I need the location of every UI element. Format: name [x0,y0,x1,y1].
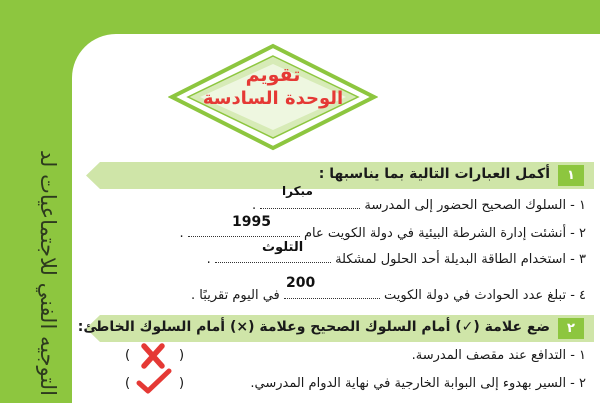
s2-item-2-open-paren: ( [125,376,131,391]
s2-item-1-text: ١ - التدافع عند مقصف المدرسة. [411,348,586,363]
s2-item-1-close-paren: ) [179,348,185,363]
title-evaluation: تقويم [245,64,301,86]
title-badge [168,42,378,152]
s1-item-4-answer: 200 [286,275,316,291]
s1-item-2-end: . [179,226,184,241]
check-mark-icon [136,368,172,394]
s1-item-2-text: ٢ - أنشئت إدارة الشرطة البيئية في دولة الكويت عام [303,226,586,241]
s1-item-1-text: ١ - السلوك الصحيح الحضور إلى المدرسة [364,198,586,213]
s1-item-2-answer: 1995 [232,214,271,230]
s1-item-4-end: في اليوم تقريبًا . [191,288,280,303]
section2-header [77,315,594,342]
worksheet-page [72,34,600,403]
s1-item-3-answer: التلوث [262,240,304,255]
section2-number: ٢ [567,321,575,336]
s1-item-4-text: ٤ - تبلغ عدد الحوادث في دولة الكويت [384,288,586,303]
s1-item-1-answer: مبكرا [282,184,313,198]
section1-title: أكمل العبارات التالية بما يناسبها : [318,166,550,182]
s1-item-1-end: . [251,198,257,213]
s2-item-1-open-paren: ( [125,348,131,363]
s2-item-2-close-paren: ) [179,376,185,391]
section1-header [86,162,594,189]
cross-mark-icon [141,343,165,369]
sidebar-strip [0,0,72,403]
s2-item-2-text: ٢ - السير بهدوء إلى البوابة الخارجية في نهاية الدوام المدرسي. [250,376,586,391]
section1-number: ١ [567,168,575,183]
sidebar-title: التوجيه الفني للاجتماعيات لد [36,150,60,396]
s1-item-4 [191,284,586,306]
s1-item-3-text: ٣ - استخدام الطاقة البديلة أحد الحلول لمشكلة [335,252,586,267]
title-unit: الوحدة السادسة [202,88,344,109]
section2-title: ضع علامة (✓) أمام السلوك الصحيح وعلامة (×) أمام السلوك الخاطئ: [77,319,550,335]
s1-item-3-end: . [206,252,211,267]
